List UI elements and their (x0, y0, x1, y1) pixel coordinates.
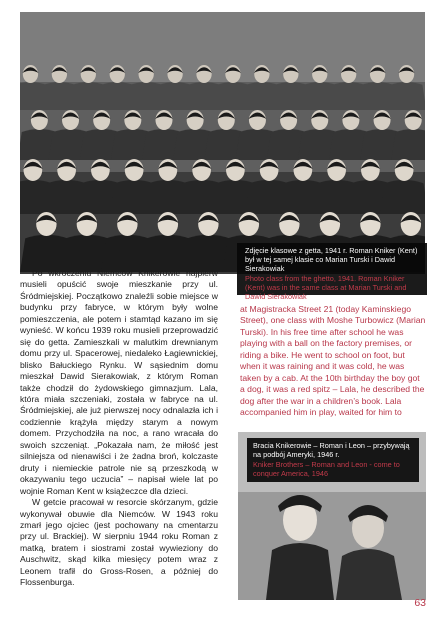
polish-text-column (20, 268, 218, 589)
page-number: 63 (414, 597, 426, 609)
english-paragraph: at Magistracka Street 21 (today Kaminskiego Street), one class with Moshe Turbowicz (Marian Turski). In his free time after school he was playing with a ball on the factory premises, or riding a bike. He went to school on foot, but when it was raining and it was cold, he was taken by a cab. At the 10th birthday the boy got a dog, it was a red spitz – Lala, he described the dog after the war in a children’s book. Lala accompanied him in play, waited for him to (240, 304, 426, 418)
polish-paragraph-1: Po wkroczeniu Niemców Knikerowie najpierw musieli opuścić swoje mieszkanie przy ul. Śródmiejskiej. Początkowo znaleźli sobie miejsce w budynku przy fabryce, w którym były wolne pomieszczenia, ale potem i stamtąd kazano im się wynieść. W końcu 1939 roku musieli przeprowadzić się do getta. Zamieszkali w malutkim drewnianym domu przy ul. Spacerowej, niedaleko Łagiewnickiej, blisko Bałuckiego Rynku. W sąsiednim domu mieszkał Dawid Sierakowiak, z którym Roman także chodził do żydowskiego gimnazjum. Lala, która miała szczeniaki, została w fabryce na ul. Śródmiejskiej, ale już pierwszej nocy odnalazła ich i codziennie krążyła między starym a nowym domem. Przychodziła na noc, a rano wracała do swoich szczeniąt. „Pokazała nam, że miłość jest silniejsza od nienawiści i że żadna broń, kolczaste druty i niemieckie patrole nie są przeszkodą w okazywaniu tego uczucia” – napisał wiele lat po wojnie Roman Kent w książeczce dla dzieci. (20, 268, 218, 496)
bottom-photo-caption (247, 438, 419, 482)
english-text-column (240, 304, 426, 419)
class-group-photo-figures (20, 12, 425, 274)
polish-paragraph-2: W getcie pracował w resorcie skórzanym, gdzie wykonywał obuwie dla Niemców. W 1943 roku zmarł jego ojciec (jest pochowany na cmentarzu przy ul. Brackiej). W sierpniu 1944 roku Roman z matką, bratem i siostrami został wywieziony do Auschwitz, skąd kilka miesięcy potem wraz z Leonem trafił do Gross-Rosen, a później do Flossenburga. (20, 497, 218, 588)
top-photo-caption (237, 243, 427, 301)
bottom-caption-polish: Bracia Knikerowie – Roman i Leon – przybywają na podbój Ameryki, 1946 r. (253, 441, 410, 459)
top-caption-english: Photo class from the ghetto, 1941. Roman Kniker (Kent) was in the same class at Marian Turski and Dawid Sierakowiak (245, 274, 407, 301)
class-group-photo (20, 12, 425, 274)
bottom-caption-english: Kniker Brothers – Roman and Leon - come to conquer America, 1946 (253, 460, 400, 478)
top-caption-polish: Zdjęcie klasowe z getta, 1941 r. Roman Kniker (Kent) był w tej samej klasie co Marian Turski i Dawid Sierakowiak (245, 246, 418, 273)
